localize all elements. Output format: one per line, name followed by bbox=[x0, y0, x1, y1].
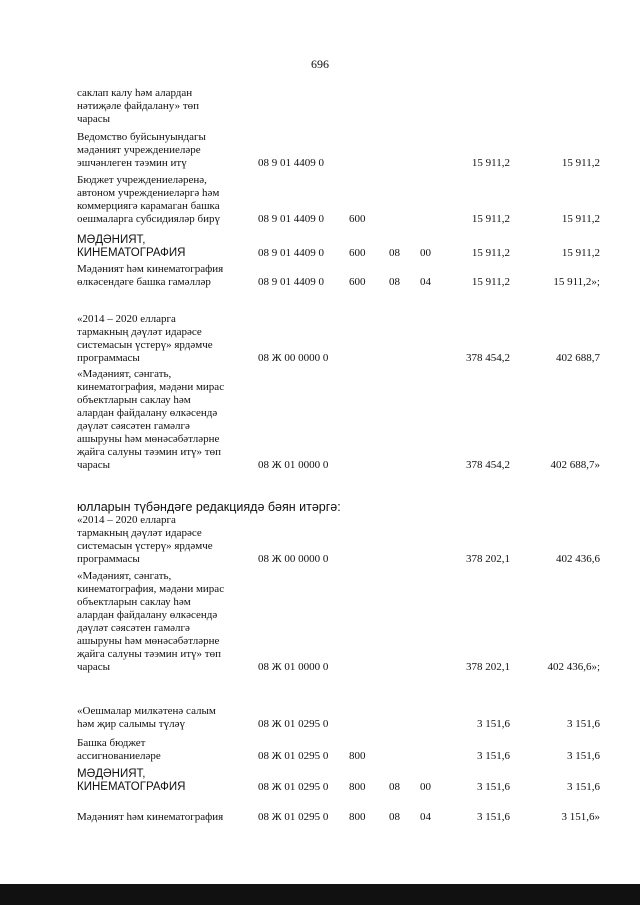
amount-year-2: 15 911,2 bbox=[561, 247, 600, 259]
description-line: кинематография, мәдәни мирас bbox=[77, 381, 225, 393]
description-line: «Мәдәният, сәнгать, bbox=[77, 368, 172, 380]
description-line: һәм җир салымы түләү bbox=[77, 718, 185, 730]
row-description bbox=[77, 811, 245, 824]
row-description bbox=[77, 87, 245, 126]
amount-year-2: 3 151,6» bbox=[561, 811, 600, 823]
amount-year-2: 3 151,6 bbox=[567, 781, 600, 793]
section: 08 bbox=[389, 276, 400, 288]
target-code: 08 Ж 01 0295 0 bbox=[258, 811, 329, 823]
description-line: коммерциягә карамаган башка bbox=[77, 200, 220, 212]
subsection: 00 bbox=[420, 781, 431, 793]
description-line: тармакның дәүләт идарәсе bbox=[77, 326, 202, 338]
target-code: 08 Ж 01 0295 0 bbox=[258, 750, 329, 762]
description-line: программасы bbox=[77, 352, 140, 364]
description-line: эшчәнлеген тәэмин итү bbox=[77, 157, 187, 169]
description-line: КИНЕМАТОГРАФИЯ bbox=[77, 247, 186, 259]
amount-year-2: 402 436,6»; bbox=[547, 661, 600, 673]
description-line: нәтиҗәле файдалану» төп bbox=[77, 100, 200, 112]
amount-year-1: 15 911,2 bbox=[471, 213, 510, 225]
subsection: 04 bbox=[420, 276, 431, 288]
target-code: 08 Ж 01 0295 0 bbox=[258, 781, 329, 793]
description-line: кинематография, мәдәни мирас bbox=[77, 583, 225, 595]
description-line: өлкәсендәге башка гамәлләр bbox=[77, 276, 211, 288]
expense-type: 800 bbox=[349, 811, 366, 823]
row-description bbox=[77, 705, 245, 731]
row-description bbox=[77, 313, 245, 365]
section: 08 bbox=[389, 811, 400, 823]
target-code: 08 Ж 01 0000 0 bbox=[258, 459, 329, 471]
row-description bbox=[77, 263, 245, 289]
description-line: «2014 – 2020 елларга bbox=[77, 313, 176, 325]
description-line: «Мәдәният, сәнгать, bbox=[77, 570, 172, 582]
expense-type: 600 bbox=[349, 213, 366, 225]
subsection: 00 bbox=[420, 247, 431, 259]
description-line: объектларын саклау һәм bbox=[77, 394, 191, 406]
amount-year-2: 402 688,7 bbox=[556, 352, 600, 364]
amount-year-1: 15 911,2 bbox=[471, 276, 510, 288]
amount-year-1: 378 202,1 bbox=[466, 553, 510, 565]
description-line: чарасы bbox=[77, 459, 111, 471]
amount-year-1: 15 911,2 bbox=[471, 157, 510, 169]
amount-year-2: 15 911,2»; bbox=[553, 276, 600, 288]
description-line: җайга салуны тәэмин итү» төп bbox=[77, 446, 221, 458]
expense-type: 800 bbox=[349, 781, 366, 793]
row-description bbox=[77, 514, 245, 566]
description-line: алардан файдалану өлкәсендә bbox=[77, 609, 218, 621]
description-line: МӘДӘНИЯТ, bbox=[77, 234, 146, 246]
description-line: алардан файдалану өлкәсендә bbox=[77, 407, 218, 419]
description-line: «2014 – 2020 елларга bbox=[77, 514, 176, 526]
target-code: 08 Ж 00 0000 0 bbox=[258, 553, 329, 565]
page-number: 696 bbox=[311, 57, 329, 71]
section: 08 bbox=[389, 247, 400, 259]
description-line: МӘДӘНИЯТ, bbox=[77, 768, 146, 780]
expense-type: 600 bbox=[349, 247, 366, 259]
expense-type: 800 bbox=[349, 750, 366, 762]
description-line: саклап калу һәм алардан bbox=[77, 87, 193, 99]
target-code: 08 Ж 01 0000 0 bbox=[258, 661, 329, 673]
description-line: системасын үстерү» ярдәмче bbox=[77, 339, 213, 351]
amount-year-2: 402 436,6 bbox=[556, 553, 600, 565]
description-line: ашыруны һәм мөнәсәбәтләрне bbox=[77, 433, 220, 445]
amount-year-2: 3 151,6 bbox=[567, 750, 600, 762]
scan-bottom-edge bbox=[0, 884, 640, 905]
row-description bbox=[77, 368, 245, 472]
target-code: 08 9 01 4409 0 bbox=[258, 157, 324, 169]
target-code: 08 9 01 4409 0 bbox=[258, 213, 324, 225]
description-line: ашыруны һәм мөнәсәбәтләрне bbox=[77, 635, 220, 647]
target-code: 08 Ж 01 0295 0 bbox=[258, 718, 329, 730]
amount-year-1: 378 202,1 bbox=[466, 661, 510, 673]
description-line: программасы bbox=[77, 553, 140, 565]
amount-year-1: 15 911,2 bbox=[471, 247, 510, 259]
expense-type: 600 bbox=[349, 276, 366, 288]
description-line: Бюджет учреждениеләренә, bbox=[77, 174, 207, 186]
description-line: җайга салуны тәэмин итү» төп bbox=[77, 648, 221, 660]
row-description bbox=[77, 131, 245, 170]
amount-year-2: 15 911,2 bbox=[561, 157, 600, 169]
description-line: тармакның дәүләт идарәсе bbox=[77, 527, 202, 539]
description-line: чарасы bbox=[77, 113, 111, 125]
row-description bbox=[77, 737, 245, 763]
amount-year-2: 3 151,6 bbox=[567, 718, 600, 730]
amount-year-1: 3 151,6 bbox=[477, 750, 510, 762]
row-description bbox=[77, 234, 245, 260]
description-line: мәдәният учреждениеләре bbox=[77, 144, 201, 156]
subsection: 04 bbox=[420, 811, 431, 823]
amount-year-1: 3 151,6 bbox=[477, 811, 510, 823]
description-line: ассигнованиеләре bbox=[77, 750, 161, 762]
amount-year-2: 15 911,2 bbox=[561, 213, 600, 225]
section: 08 bbox=[389, 781, 400, 793]
description-line: дәүләт сәясәтен гамәлгә bbox=[77, 622, 190, 634]
row-description bbox=[77, 174, 245, 226]
description-line: объектларын саклау һәм bbox=[77, 596, 191, 608]
amount-year-1: 3 151,6 bbox=[477, 781, 510, 793]
description-line: Ведомство буйсынуындагы bbox=[77, 131, 206, 143]
description-line: оешмаларга субсидияләр бирү bbox=[77, 213, 220, 225]
target-code: 08 Ж 00 0000 0 bbox=[258, 352, 329, 364]
target-code: 08 9 01 4409 0 bbox=[258, 247, 324, 259]
amount-year-2: 402 688,7» bbox=[550, 459, 600, 471]
description-line: автоном учреждениеләргә һәм bbox=[77, 187, 220, 199]
description-line: «Оешмалар милкәтенә салым bbox=[77, 705, 216, 717]
amendment-instruction: юлларын түбәндәге редакциядә бәян итәргә: bbox=[77, 500, 341, 514]
amount-year-1: 3 151,6 bbox=[477, 718, 510, 730]
row-description bbox=[77, 570, 245, 674]
description-line: КИНЕМАТОГРАФИЯ bbox=[77, 781, 186, 793]
description-line: Мәдәният һәм кинематография bbox=[77, 263, 224, 275]
description-line: системасын үстерү» ярдәмче bbox=[77, 540, 213, 552]
description-line: Башка бюджет bbox=[77, 737, 146, 749]
description-line: дәүләт сәясәтен гамәлгә bbox=[77, 420, 190, 432]
amount-year-1: 378 454,2 bbox=[466, 459, 510, 471]
target-code: 08 9 01 4409 0 bbox=[258, 276, 324, 288]
description-line: Мәдәният һәм кинематография bbox=[77, 811, 224, 823]
row-description bbox=[77, 768, 245, 794]
amount-year-1: 378 454,2 bbox=[466, 352, 510, 364]
description-line: чарасы bbox=[77, 661, 111, 673]
